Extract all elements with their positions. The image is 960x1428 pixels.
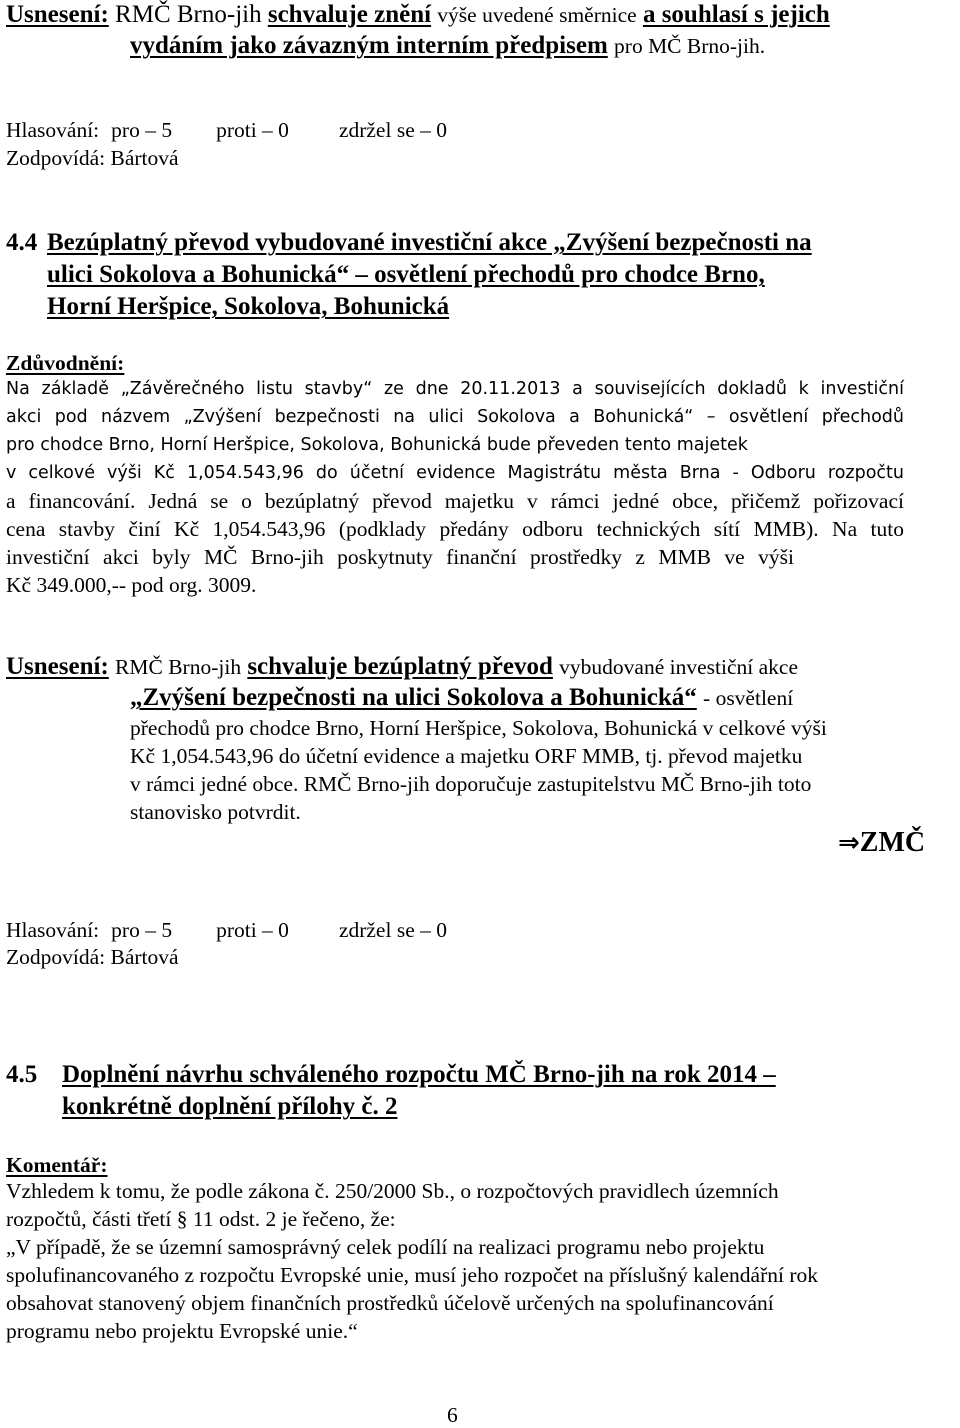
body-line: Na základě „Závěrečného listu stavby“ ze dne 20.11.2013 a souvisejících dokladů k investiční (6, 379, 904, 399)
responsible-line: Zodpovídá: Bártová (6, 945, 179, 969)
section-number: 4.4 (6, 229, 38, 256)
resolution-line: přechodů pro chodce Brno, Horní Heršpice, Sokolova, Bohunická v celkové výši (130, 716, 827, 740)
justification-label: Zdůvodnění: (6, 351, 125, 375)
resolution-verb: schvaluje bezúplatný převod (247, 653, 553, 680)
double-arrow-icon: ⇒ (838, 828, 860, 858)
resolution-line-2: „Zvýšení bezpečnosti na ulici Sokolova a Bohunická“ - osvětlení (130, 684, 794, 711)
body-line: v celkové výši Kč 1,054.543,96 do účetní evidence Magistrátu města Brna - Odboru rozpočtu (6, 463, 904, 483)
section-title-line-2: konkrétně doplnění přílohy č. 2 (62, 1093, 398, 1120)
body-line: cena stavby činí Kč 1,054.543,96 (podklady předány odboru technických sítí MMB). Na tuto (6, 517, 904, 541)
resolution-line-2: vydáním jako závazným interním předpisem pro MČ Brno-jih. (130, 32, 766, 59)
body-line: a financování. Jedná se o bezúplatný převod majetku v rámci jedné obce, přičemž pořizovací (6, 489, 904, 513)
resolution-label: Usnesení: (6, 1, 109, 28)
body-line: Vzhledem k tomu, že podle zákona č. 250/2000 Sb., o rozpočtových pravidlech územních (6, 1179, 779, 1203)
resolution-label: Usnesení: (6, 653, 109, 680)
resolution-line-1: Usnesení: RMČ Brno-jih schvaluje bezúplatný převod vybudované investiční akce (6, 653, 798, 680)
section-title-line-1: Doplnění návrhu schváleného rozpočtu MČ Brno-jih na rok 2014 – (62, 1061, 776, 1088)
section-number: 4.5 (6, 1061, 38, 1088)
resolution-line: stanovisko potvrdit. (130, 800, 301, 824)
resolution-line: Kč 1,054.543,96 do účetní evidence a majetku ORF MMB, tj. převod majetku (130, 744, 803, 768)
resolution-line: v rámci jedné obce. RMČ Brno-jih doporučuje zastupitelstvu MČ Brno-jih toto (130, 772, 812, 796)
body-line: akci pod názvem „Zvýšení bezpečnosti na ulici Sokolova a Bohunická“ – osvětlení přechodů (6, 407, 904, 427)
section-title-line-1: Bezúplatný převod vybudované investiční akce „Zvýšení bezpečnosti na (47, 229, 812, 256)
resolution-verb: schvaluje znění (267, 1, 432, 28)
vote-line: Hlasování: pro – 5 proti – 0 zdržel se – 0 (6, 918, 447, 942)
section-title-line-3: Horní Heršpice, Sokolova, Bohunická (47, 293, 450, 320)
referral: ⇒ZMČ (838, 827, 926, 858)
body-line: rozpočtů, části třetí § 11 odst. 2 je řečeno, že: (6, 1207, 396, 1231)
body-line: spolufinancovaného z rozpočtu Evropské unie, musí jeho rozpočet na příslušný kalendářní rok (6, 1263, 818, 1287)
section-title-line-2: ulici Sokolova a Bohunická“ – osvětlení přechodů pro chodce Brno, (47, 261, 765, 288)
page-number: 6 (447, 1403, 458, 1427)
body-line: pro chodce Brno, Horní Heršpice, Sokolova, Bohunická bude převeden tento majetek (6, 435, 748, 455)
comment-label: Komentář: (6, 1153, 108, 1177)
body-line: Kč 349.000,-- pod org. 3009. (6, 573, 257, 597)
vote-line: Hlasování: pro – 5 proti – 0 zdržel se – 0 (6, 118, 447, 142)
responsible-line: Zodpovídá: Bártová (6, 146, 179, 170)
resolution-line-1: Usnesení: RMČ Brno-jih schvaluje znění výše uvedené směrnice a souhlasí s jejich (6, 1, 830, 28)
body-line: obsahovat stanovený objem finančních prostředků účelově určených na spolufinancování (6, 1291, 774, 1315)
body-line: „V případě, že se územní samosprávný celek podílí na realizaci programu nebo projektu (6, 1235, 765, 1259)
body-line: programu nebo projektu Evropské unie.“ (6, 1319, 358, 1343)
body-line: investiční akci byly MČ Brno-jih poskytnuty finanční prostředky z MMB ve výši (6, 545, 794, 569)
